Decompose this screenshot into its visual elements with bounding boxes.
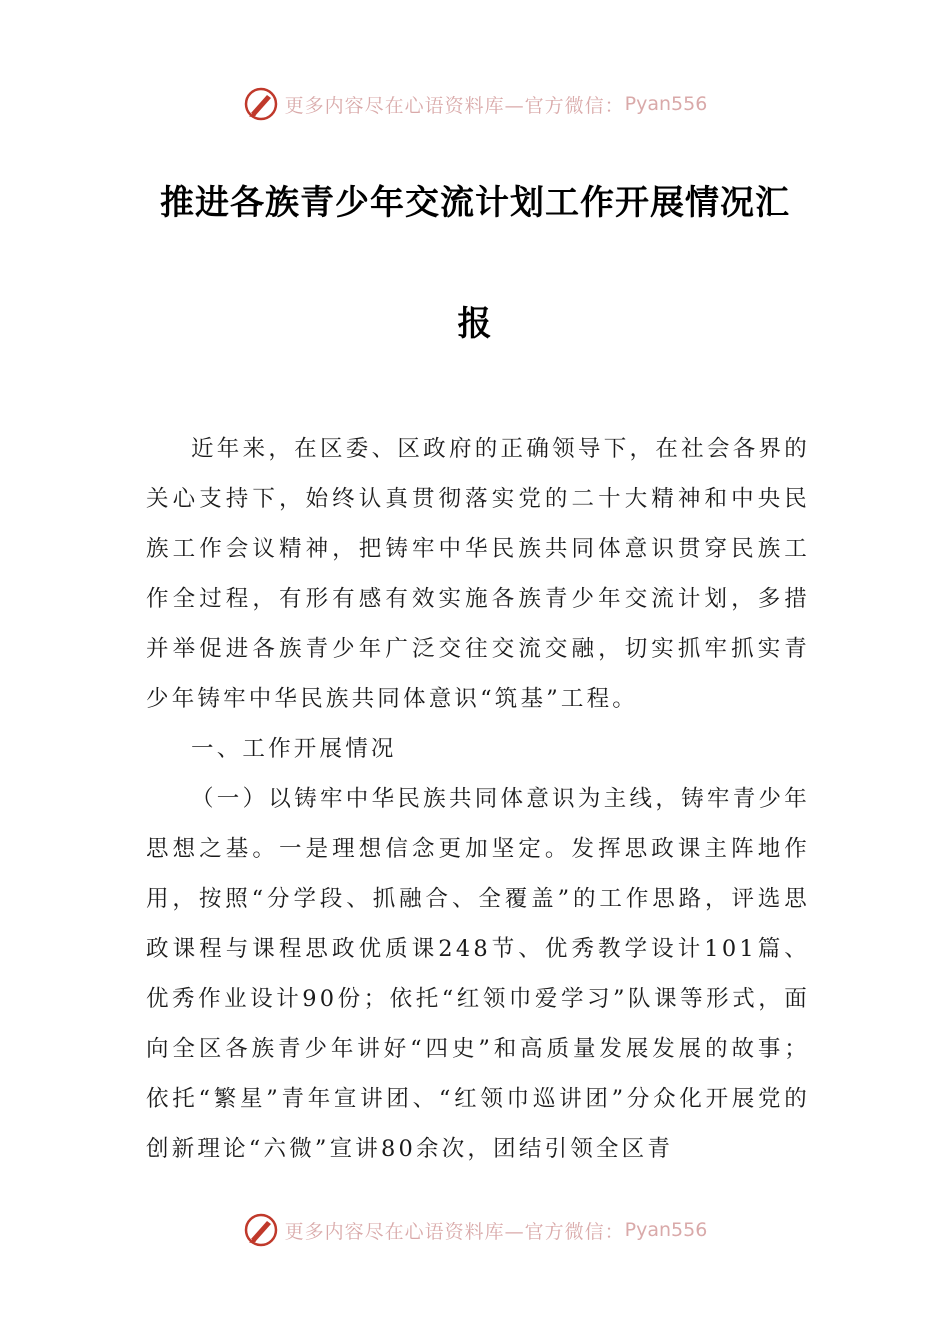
watermark-id: Pyan556 — [624, 1219, 708, 1241]
document-body — [146, 424, 810, 1174]
pen-logo-icon — [243, 1212, 279, 1248]
watermark-text: 更多内容尽在心语资料库—官方微信： — [284, 1220, 625, 1243]
section-heading-1: 一、工作开展情况 — [191, 736, 397, 762]
watermark-text: 更多内容尽在心语资料库—官方微信： — [284, 94, 625, 117]
document-title-line-1: 推进各族青少年交流计划工作开展情况汇 — [160, 183, 790, 223]
paragraph-intro: 近年来，在区委、区政府的正确领导下，在社会各界的关心支持下，始终认真贯彻落实党的二十大精神和中央民族工作会议精神，把铸牢中华民族共同体意识贯穿民族工作全过程，有形有感有效实施各族青少年交流计划，多措并举促进各族青少年广泛交往交流交融，切实抓牢抓实青少年铸牢中华民族共同体意识“筑基”工程。 — [146, 436, 810, 712]
watermark-banner-top — [0, 84, 950, 124]
watermark-id: Pyan556 — [624, 93, 708, 115]
document-title-line-2: 报 — [457, 304, 493, 344]
pen-logo-icon — [243, 86, 279, 122]
watermark-banner-bottom — [0, 1210, 950, 1250]
paragraph-section-1-1: （一）以铸牢中华民族共同体意识为主线，铸牢青少年思想之基。一是理想信念更加坚定。发挥思政课主阵地作用，按照“分学段、抓融合、全覆盖”的工作思路，评选思政课程与课程思政优质课248节、优秀教学设计101篇、优秀作业设计90份；依托“红领巾爱学习”队课等形式，面向全区各族青少年讲好“四史”和高质量发展发展的故事；依托“繁星”青年宣讲团、“红领巾巡讲团”分众化开展党的创新理论“六微”宣讲80余次，团结引领全区青 — [146, 786, 810, 1162]
